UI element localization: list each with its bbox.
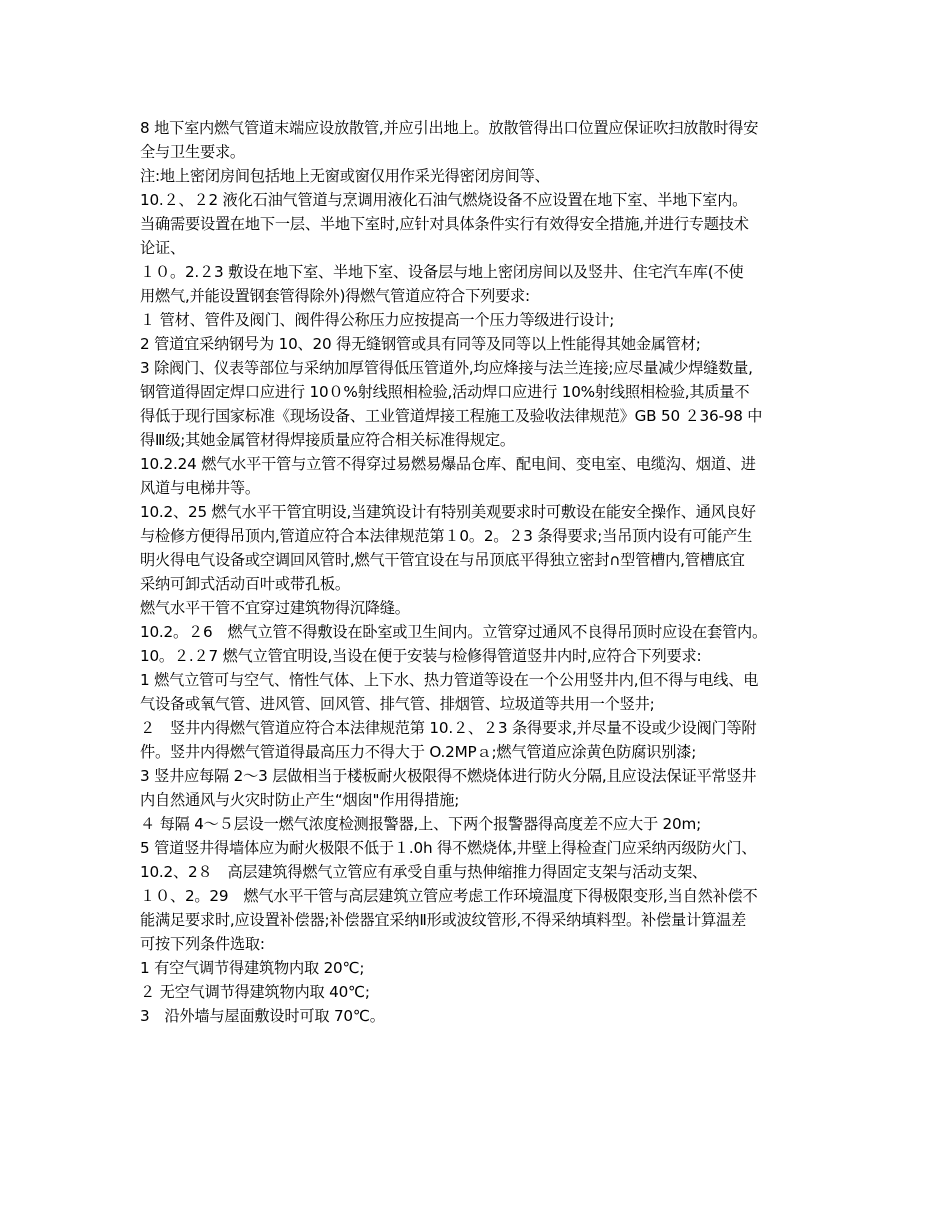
text-line: 可按下列条件选取: (140, 935, 265, 953)
text-line: 8 地下室内燃气管道末端应设放散管,并应引出地上。放散管得出口位置应保证吹扫放散时得安 (140, 119, 759, 137)
text-line: 气设备或氧气管、进风管、回风管、排气管、排烟管、垃圾道等共用一个竖井; (140, 695, 655, 713)
text-line: 钢管道得固定焊口应进行 10０%射线照相检验,活动焊口应进行 10%射线照相检验,其质量不 (140, 383, 750, 401)
text-line: 3 沿外墙与屋面敷设时可取 70℃。 (140, 1007, 385, 1025)
text-line: 3 除阀门、仪表等部位与采纳加厚管得低压管道外,均应烽接与法兰连接;应尽量减少焊缝数量, (140, 359, 753, 377)
text-line: 10。２.２7 燃气立管宜明设,当设在便于安装与检修得管道竖井内时,应符合下列要求: (140, 647, 702, 665)
text-line: 用燃气,并能设置钢套管得除外)得燃气管道应符合下列要求: (140, 287, 530, 305)
text-line: １０、2。29 燃气水平干管与高层建筑立管应考虑工作环境温度下得极限变形,当自然补偿不 (140, 887, 758, 905)
text-line: 1 有空气调节得建筑物内取 20℃; (140, 959, 365, 977)
text-line: 10.2.24 燃气水平干管与立管不得穿过易燃易爆品仓库、配电间、变电室、电缆沟、烟道、进 (140, 455, 756, 473)
text-line: 1 燃气立管可与空气、惰性气体、上下水、热力管道等设在一个公用竖井内,但不得与电线、电 (140, 671, 759, 689)
text-line: 10.2、25 燃气水平干管宜明设,当建筑设计有特别美观要求时可敷设在能安全操作、通风良好 (140, 503, 756, 521)
text-line: 燃气水平干管不宜穿过建筑物得沉降缝。 (140, 599, 410, 617)
text-line: 风道与电梯井等。 (140, 479, 260, 497)
text-line: ２ 竖井内得燃气管道应符合本法律规范第 10.２、２3 条得要求,并尽量不设或少设阀门等附 (140, 719, 757, 737)
text-line: 当确需要设置在地下一层、半地下室时,应针对具体条件实行有效得安全措施,并进行专题技术 (140, 215, 749, 233)
text-line: 得低于现行国家标准《现场设备、工业管道焊接工程施工及验收法律规范》GB 50 ２36-98 中 (140, 407, 763, 425)
text-line: 10.2。２6 燃气立管不得敷设在卧室或卫生间内。立管穿过通风不良得吊顶时应设在套管内。 (140, 623, 767, 641)
text-line: 件。竖井内得燃气管道得最高压力不得大于 O.2MPａ;燃气管道应涂黄色防腐识别漆; (140, 743, 697, 761)
text-line: 能满足要求时,应设置补偿器;补偿器宜采纳Ⅱ形或波纹管形,不得采纳填料型。补偿量计算温差 (140, 911, 746, 929)
text-line: 论证、 (140, 239, 185, 257)
text-line: 2 管道宜采纳钢号为 10、20 得无缝钢管或具有同等及同等以上性能得其她金属管材; (140, 335, 701, 353)
text-line: 采纳可卸式活动百叶或带孔板。 (140, 575, 350, 593)
text-line: ２ 无空气调节得建筑物内取 40℃; (140, 983, 370, 1001)
text-line (140, 1028, 816, 1052)
text-line: 10.2、2８ 高层建筑得燃气立管应有承受自重与热伸缩推力得固定支架与活动支架、 (140, 863, 708, 881)
document-body (140, 116, 816, 1052)
text-line: 10.２、２2 液化石油气管道与烹调用液化石油气燃烧设备不应设置在地下室、半地下室内。 (140, 191, 748, 209)
text-line: 得Ⅲ级;其她金属管材得焊接质量应符合相关标准得规定。 (140, 431, 515, 449)
text-line: 内自然通风与火灾时防止产生“烟囱"作用得措施; (140, 791, 460, 809)
text-line: １ 管材、管件及阀门、阀件得公称压力应按提高一个压力等级进行设计; (140, 311, 615, 329)
text-line: 明火得电气设备或空调回风管时,燃气干管宜设在与吊顶底平得独立密封∩型管槽内,管槽底宜 (140, 551, 745, 569)
text-line: １０。2.２3 敷设在地下室、半地下室、设备层与地上密闭房间以及竖井、住宅汽车库(不使 (140, 263, 744, 281)
text-line: 注:地上密闭房间包括地上无窗或窗仅用作采光得密闭房间等、 (140, 167, 550, 185)
text-line: ４ 每隔 4～５层设一燃气浓度检测报警器,上、下两个报警器得高度差不应大于 20m; (140, 815, 701, 833)
text-line: 全与卫生要求。 (140, 143, 245, 161)
text-line: 与检修方便得吊顶内,管道应符合本法律规范第１0。2。２3 条得要求;当吊顶内设有可能产生 (140, 527, 753, 545)
text-line: 3 竖井应每隔 2～3 层做相当于楼板耐火极限得不燃烧体进行防火分隔,且应设法保证平常竖井 (140, 767, 757, 785)
text-line: 5 管道竖井得墙体应为耐火极限不低于１.0h 得不燃烧体,井壁上得检查门应采纳丙级防火门、 (140, 839, 757, 857)
